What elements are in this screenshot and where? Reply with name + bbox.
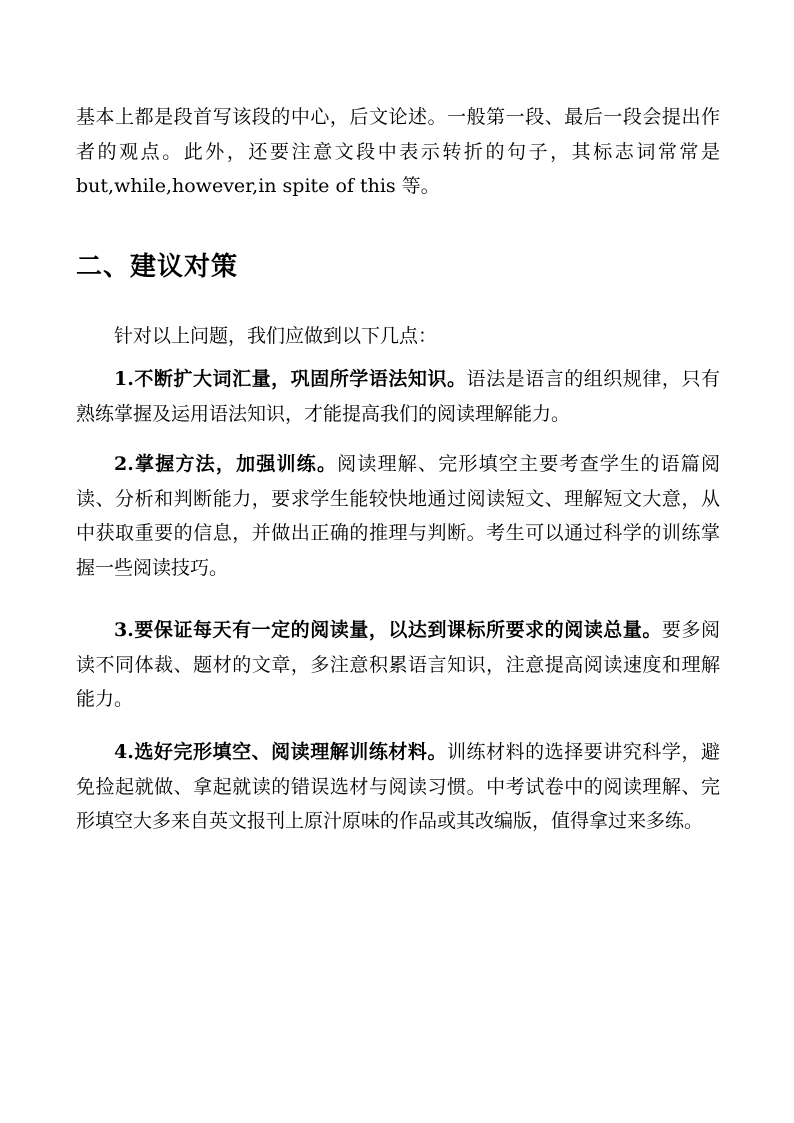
item-2-paragraph [76, 447, 720, 585]
intro-text: 针对以上问题，我们应做到以下几点： [114, 325, 438, 347]
item-2-lead: 2.掌握方法，加强训练。 [114, 453, 338, 475]
item-3-lead: 3.要保证每天有一定的阅读量，以达到课标所要求的阅读总量。 [114, 619, 662, 641]
item-1-lead: 1.不断扩大词汇量，巩固所学语法知识。 [114, 368, 467, 390]
item-1-body: 语法是语言的组织规律，只有熟练掌握及运用语法知识，才能提高我们的阅读理解能力。 [76, 368, 720, 425]
item-2-body: 阅读理解、完形填空主要考查学生的语篇阅读、分析和判断能力，要求学生能较快地通过阅读短文、理解短文大意，从中获取重要的信息，并做出正确的推理与判断。考生可以通过科学的训练掌握一些阅读技巧。 [76, 453, 720, 579]
intro-paragraph [76, 319, 720, 354]
item-4-body: 训练材料的选择要讲究科学，避免捡起就做、拿起就读的错误选材与阅读习惯。中考试卷中的阅读理解、完形填空大多来自英文报刊上原汁原味的作品或其改编版，值得拿过来多练。 [76, 741, 720, 832]
item-3-paragraph [76, 613, 720, 717]
continued-paragraph-text: 基本上都是段首写该段的中心，后文论述。一般第一段、最后一段会提出作者的观点。此外，还要注意文段中表示转折的句子，其标志词常常是 but,while,however,in spite of this 等。 [76, 106, 720, 197]
item-4-lead: 4.选好完形填空、阅读理解训练材料。 [114, 741, 447, 763]
item-1-paragraph [76, 362, 720, 431]
item-4-paragraph [76, 735, 720, 839]
section-heading: 二、建议对策 [76, 252, 239, 282]
item-3-body: 要多阅读不同体裁、题材的文章，多注意积累语言知识，注意提高阅读速度和理解能力。 [76, 619, 720, 710]
continued-paragraph [76, 100, 720, 204]
